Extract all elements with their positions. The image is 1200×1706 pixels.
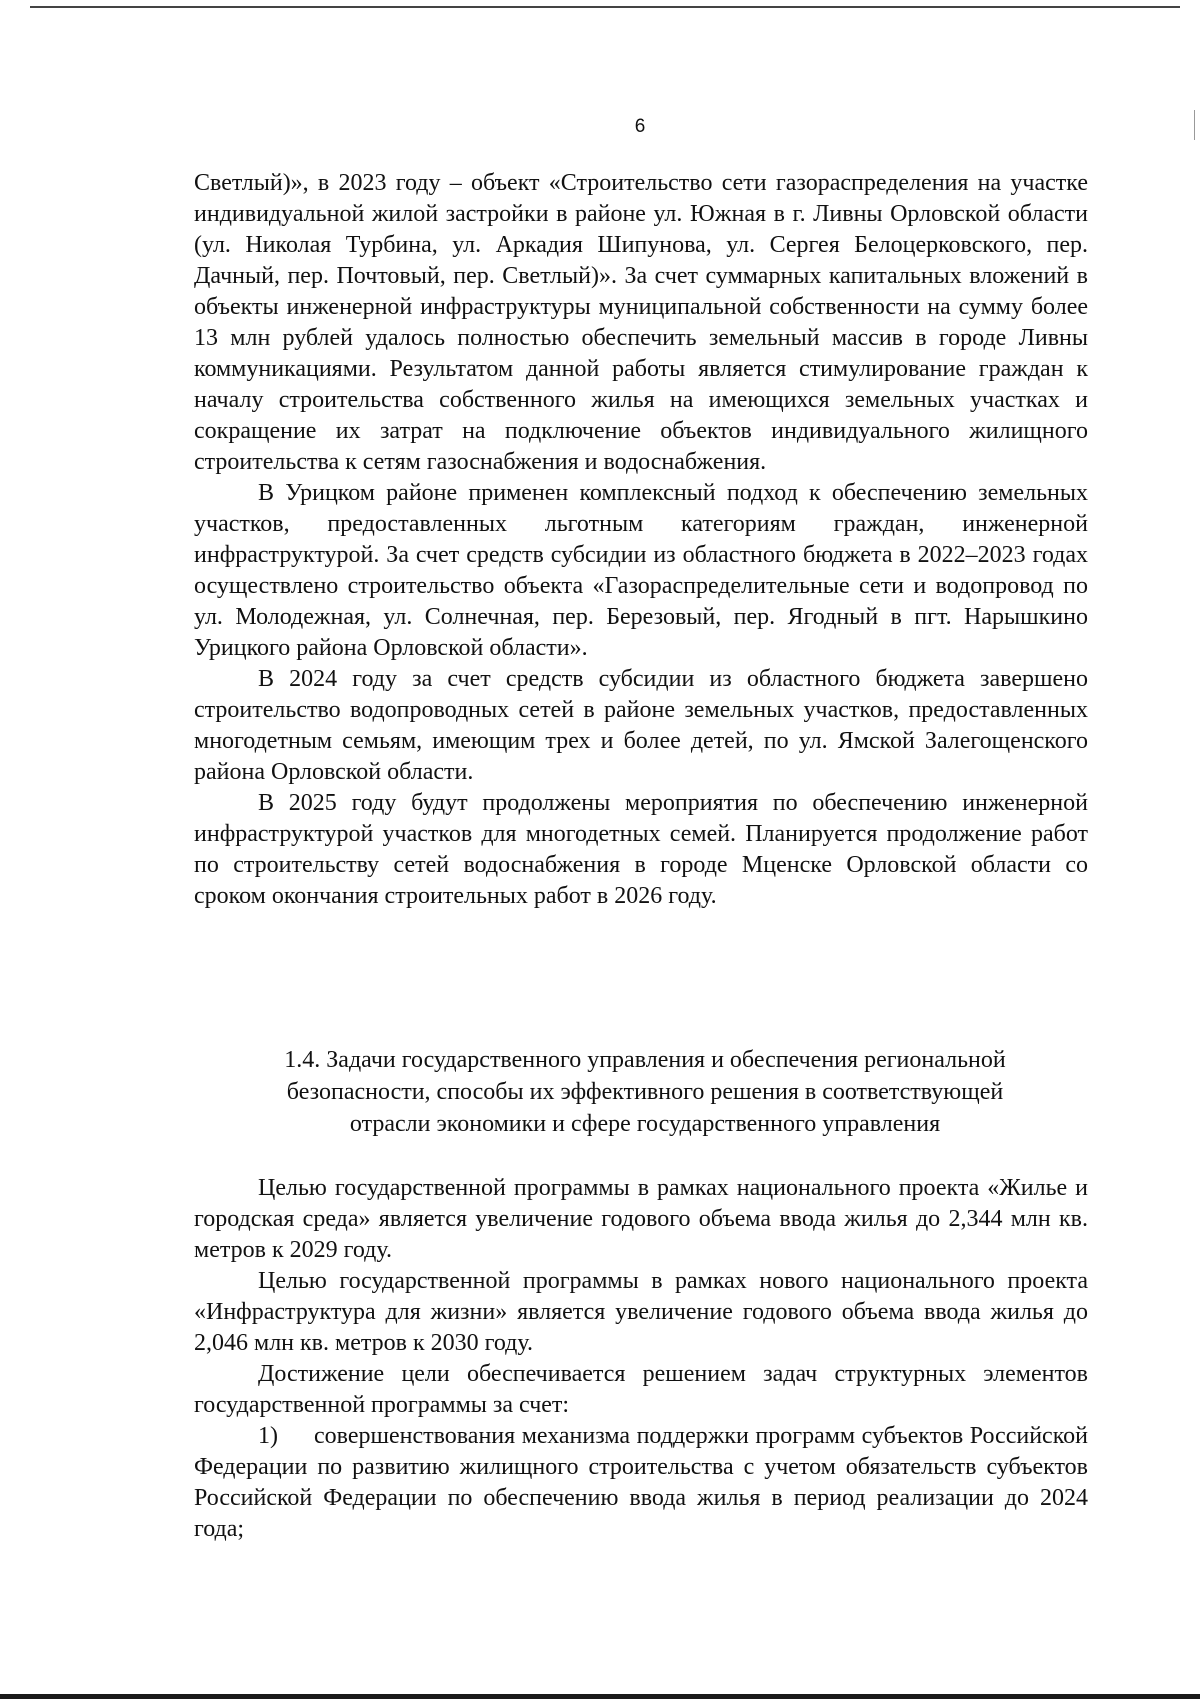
- page-number: 6: [634, 116, 646, 137]
- paragraph-2024-water-networks: В 2024 году за счет средств субсидии из областного бюджета завершено строительство водопроводных сетей в районе земельных участков, предоставленных многодетным семьям, имеющим трех и более детей, по ул. Ямской Залегощенского района Орловской области.: [194, 666, 1088, 785]
- paragraph-goal-national-project: Целью государственной программы в рамках национального проекта «Жилье и городская среда» является увеличение годового объема ввода жилья до 2,344 млн кв. метров к 2029 году.: [194, 1175, 1088, 1263]
- paragraph-uritsky-district: В Урицком районе применен комплексный подход к обеспечению земельных участков, предоставленных льготным категориям граждан, инженерной инфраструктурой. За счет средств субсидии из областного бюджета в 2022–2023 годах осуществлено строительство объекта «Газораспределительные сети и водопровод по ул. Молодежная, ул. Солнечная, пер. Березовый, пер. Ягодный в пгт. Нарышкино Урицкого района Орловской области».: [194, 480, 1088, 661]
- section-heading-line-3: отрасли экономики и сфере государственного управления: [349, 1111, 941, 1137]
- paragraph-continuation: Светлый)», в 2023 году – объект «Строительство сети газораспределения на участке индивидуальной жилой застройки в районе ул. Южная в г. Ливны Орловской области (ул. Николая Турбина, ул. Аркадия Шипунова, ул. Сергея Белоцерковского, пер. Дачный, пер. Почтовый, пер. Светлый)». За счет суммарных капитальных вложений в объекты инженерной инфраструктуры муниципальной собственности на сумму более 13 млн рублей удалось полностью обеспечить земельный массив в городе Ливны коммуникациями. Результатом данной работы является стимулирование граждан к началу строительства собственного жилья на имеющихся земельных участках и сокращение их затрат на подключение объектов индивидуального жилищного строительства к сетям газоснабжения и водоснабжения.: [194, 170, 1088, 475]
- paragraph-goal-achievement: Достижение цели обеспечивается решением задач структурных элементов государственной программы за счет:: [194, 1361, 1088, 1418]
- body-text-bottom: [194, 1173, 1088, 1545]
- section-heading: [220, 1044, 1070, 1140]
- scan-top-edge: [30, 6, 1180, 8]
- paragraph-2025-plans: В 2025 году будут продолжены мероприятия по обеспечению инженерной инфраструктурой участков для многодетных семей. Планируется продолжение работ по строительству сетей водоснабжения в городе Мценске Орловской области со сроком окончания строительных работ в 2026 году.: [194, 790, 1088, 909]
- list-item-1: 1) совершенствования механизма поддержки программ субъектов Российской Федерации по развитию жилищного строительства с учетом обязательств субъектов Российской Федерации по обеспечению ввода жилья в период реализации до 2024 года;: [194, 1423, 1088, 1542]
- scan-bottom-edge: [0, 1694, 1200, 1699]
- section-heading-line-1: 1.4. Задачи государственного управления и обеспечения региональной: [284, 1047, 1006, 1073]
- body-text-top: [194, 168, 1088, 912]
- paragraph-goal-new-national-project: Целью государственной программы в рамках нового национального проекта «Инфраструктура для жизни» является увеличение годового объема ввода жилья до 2,046 млн кв. метров к 2030 году.: [194, 1268, 1088, 1356]
- section-heading-line-2: безопасности, способы их эффективного решения в соответствующей: [286, 1079, 1004, 1105]
